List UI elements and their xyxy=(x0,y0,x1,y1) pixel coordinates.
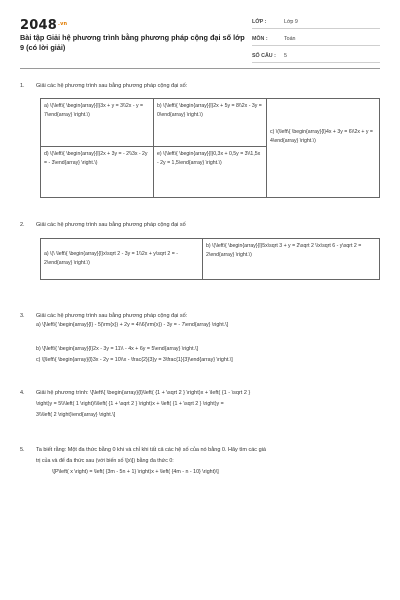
question-3-part-b: b) \[\left\{ \begin{array}{l}2x - 3y = 11\\ - 4x + 6y = 5\end{array} \right.\] xyxy=(36,346,198,352)
question-2 xyxy=(20,221,380,230)
question-text: Giải các hệ phương trình sau bằng phương pháp cộng đại số: xyxy=(36,313,188,319)
meta-value: Toán xyxy=(284,36,296,42)
question-number: 3. xyxy=(20,313,25,319)
question-1-part-b: b) \(\left\{ \begin{array}{l}2x + 5y = 8\\2x - 3y = 0\end{array} \right.\) xyxy=(157,103,262,118)
meta-label: LỚP : xyxy=(252,19,267,25)
meta-row-subject xyxy=(252,33,380,46)
question-5 xyxy=(20,446,380,455)
question-1-part-d: d) \(\left\{ \begin{array}{l}2x + 3y = - 2\\3x - 2y = - 3\end{array} \right.\) xyxy=(44,151,148,166)
question-5-line: trị của và để đa thức sau (với biến số \[x\]) bằng đa thức 0: xyxy=(36,458,174,464)
meta-label: MÔN : xyxy=(252,36,268,42)
question-3-part-c: c) \[\left\{ \begin{array}{l}3x - 2y = 10\\x - \frac{2}{3}y = 3\frac{1}{3}\end{array} \right.\] xyxy=(36,357,233,363)
question-text: Giải các hệ phương trình sau bằng phương pháp cộng đại số: xyxy=(36,83,188,89)
question-text: Giải các hệ phương trình sau bằng phương pháp cộng đại số xyxy=(36,222,186,228)
site-logo[interactable] xyxy=(20,18,67,33)
question-number: 4. xyxy=(20,390,25,396)
meta-row-class xyxy=(252,16,380,29)
question-2-table xyxy=(40,238,380,280)
question-number: 5. xyxy=(20,447,25,453)
meta-value: Lớp 9 xyxy=(284,19,298,25)
question-4-line: \right)y = 5\\\left( 1 \right)\\\left( {1 + \sqrt 2 } \right)x + \left( {1 + \sqrt 2 } \right)y = xyxy=(36,401,224,407)
question-3 xyxy=(20,312,380,321)
page-title: Bài tập Giải hệ phương trình bằng phương pháp cộng đại số lớp 9 (có lời giải) xyxy=(20,33,245,52)
question-1-part-c: c) \(\left\{ \begin{array}{l}4x + 3y = 6\\2x + y = 4\end{array} \right.\) xyxy=(270,129,373,144)
question-1-table xyxy=(40,98,380,198)
header-divider xyxy=(20,68,380,69)
meta-value: 5 xyxy=(284,53,287,59)
question-number: 2. xyxy=(20,222,25,228)
meta-info xyxy=(252,16,380,67)
question-number: 1. xyxy=(20,83,25,89)
question-1-part-e: e) \(\left\{ \begin{array}{l}0,3x + 0,5y = 3\\1,5x - 2y = 1,5\end{array} \right.\) xyxy=(157,151,261,166)
question-4 xyxy=(20,389,380,398)
question-3-part-a: a) \[\left\{ \begin{array}{l} - 5(\rm{x}) + 2y = 4\\6(\rm{x}) - 3y = - 7\end{array} \right.\] xyxy=(36,322,229,328)
meta-label: SỐ CÂU : xyxy=(252,53,276,59)
question-1-part-a: a) \(\left\{ \begin{array}{l}3x + y = 3\\2x - y = 7\end{array} \right.\) xyxy=(44,103,144,118)
question-2-part-b: b) \(\left\{ \begin{array}{l}5x\sqrt 3 + y = 2\sqrt 2 \\x\sqrt 6 - y\sqrt 2 = 2\end{array} \right.\) xyxy=(206,243,362,258)
question-text: Ta biết rằng: Một đa thức bằng 0 khi và chỉ khi tất cả các hệ số của nó bằng 0. Hãy tìm các giá xyxy=(36,447,266,453)
logo-suffix: .vn xyxy=(57,21,68,27)
question-text: Giải hệ phương trình: \[\left\{ \begin{array}{l}\left( {1 + \sqrt 2 } \right)x + \left( {1 - \sqrt 2 } xyxy=(36,390,251,396)
question-4-line: 3\\\left( 2 \right)\end{array} \right.\] xyxy=(36,412,116,418)
question-2-part-a: a) \(\ \left\{ \begin{array}{l}x\sqrt 2 - 3y = 1\\2x + y\sqrt 2 = - 2\end{array} \right.\) xyxy=(44,251,178,266)
question-5-formula: \[P\left( x \right) = \left( {3m - 5n + 1} \right)x + \left( {4m - n - 10} \right)\] xyxy=(52,469,219,475)
question-1 xyxy=(20,82,380,91)
meta-row-count xyxy=(252,50,380,63)
logo-text: 2048 xyxy=(20,18,57,33)
